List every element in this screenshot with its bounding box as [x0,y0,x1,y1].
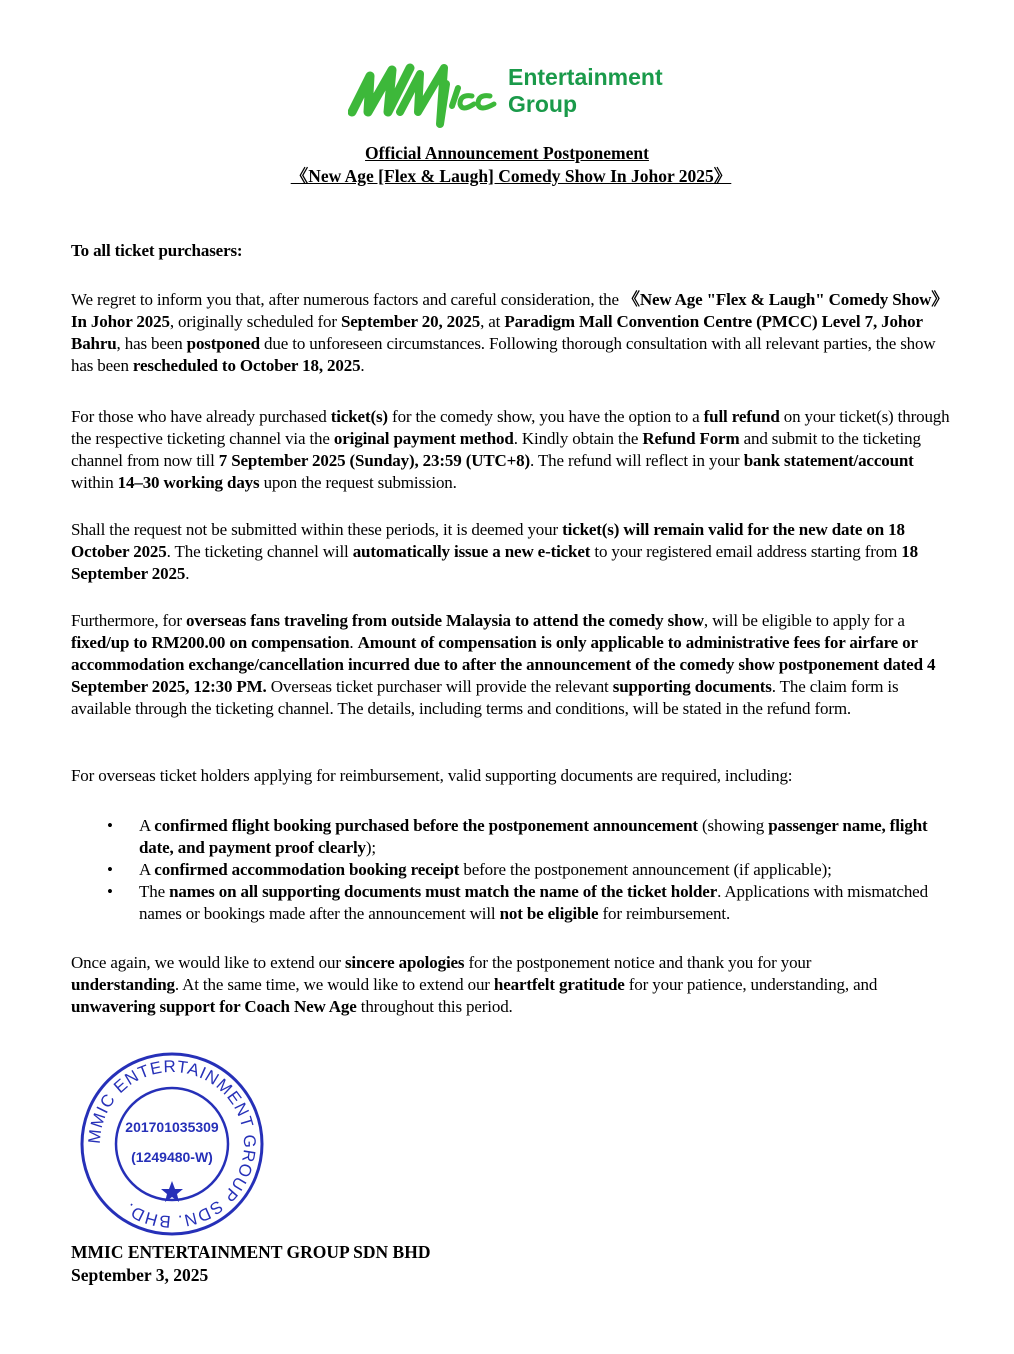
bold-text-run: not be eligible [499,904,599,923]
text-run: . [360,356,365,375]
list-item-text [139,860,832,879]
paragraph-closing [71,952,891,1018]
text-run: A [139,860,155,879]
bold-text-run: names on all supporting documents must match the name of the ticket holder [169,882,718,901]
bullet-icon: • [107,882,113,901]
bold-text-run: rescheduled to October 18, 2025 [132,356,361,375]
paragraph-ticket-validity [71,519,951,585]
bullet-icon: • [107,860,113,879]
text-run: , at [480,312,505,331]
announcement-title: Official Announcement Postponement [365,143,649,163]
text-run: We regret to inform you that, after numerous factors and careful consideration, the [71,290,624,309]
paragraph-documents-intro [71,765,951,787]
bold-text-run: full refund [703,407,780,426]
bold-text-run: overseas fans traveling from outside Malaysia to attend the comedy show [186,611,704,630]
bold-text-run: Amount of compensation is only applicable to administrative fees for airfare or accommodation exchange/cancellation incurred due to after the announcement of the comedy show postponement dated 4 September 2025, 12:30 PM. [71,633,936,696]
text-run: Overseas ticket purchaser will provide the relevant [266,677,613,696]
logo-line-2: Group [508,91,577,117]
text-run: . Kindly obtain the [513,429,643,448]
text-run: A [139,816,155,835]
bold-text-run: confirmed flight booking purchased before the postponement announcement [154,816,698,835]
bold-text-run: ticket(s) will remain valid for the new date on 18 October 2025 [71,520,905,561]
list-item [71,859,951,881]
bold-text-run: sincere apologies [344,953,465,972]
bold-text-run: 《New Age "Flex & Laugh" Comedy Show》 In Johor 2025 [71,290,949,331]
text-run: Once again, we would like to extend our [71,953,345,972]
text-run: to your registered email address starting from [590,542,902,561]
text-run: Shall the request not be submitted within these periods, it is deemed your [71,520,563,539]
list-item [71,881,951,925]
paragraph-overseas-compensation [71,610,951,720]
documents-list [71,815,951,925]
text-run: The [139,882,170,901]
bold-text-run: fixed/up to RM200.00 on compensation [71,633,350,652]
announcement-subtitle: 《New Age [Flex & Laugh] Comedy Show In Johor 2025》 [290,166,732,186]
text-run: . The claim form is available through the ticketing channel. The details, including terms and conditions, will be stated in the refund form. [71,677,899,718]
stamp-old-reg-no: (1249480-W) [131,1149,213,1165]
text-run: , originally scheduled for [169,312,341,331]
list-item [71,815,951,859]
text-run: . [349,633,358,652]
bold-text-run: 18 September 2025 [71,542,918,583]
text-run: (showing [697,816,769,835]
bold-text-run: postponed [186,334,260,353]
text-run: due to unforeseen circumstances. Following thorough consultation with all relevant parties, the show has been [71,334,936,375]
text-run: for the comedy show, you have the option to a [387,407,704,426]
text-run: . Applications with mismatched names or bookings made after the announcement will [139,882,928,923]
text-run: for the postponement notice and thank you for your [464,953,812,972]
bold-text-run: confirmed accommodation booking receipt [154,860,460,879]
signature-date: September 3, 2025 [71,1265,209,1285]
bold-text-run: 7 September 2025 (Sunday), 23:59 (UTC+8) [218,451,531,470]
text-run: . The refund will reflect in your [530,451,744,470]
stamp-reg-no: 201701035309 [125,1119,219,1135]
text-run: upon the request submission. [259,473,457,492]
text-run: . At the same time, we would like to extend our [174,975,494,994]
list-item-text [139,882,928,923]
signature-company: MMIC ENTERTAINMENT GROUP SDN BHD [71,1242,431,1262]
company-logo [348,54,678,136]
text-run: throughout this period. [356,997,513,1016]
text-run: for your patience, understanding, and [624,975,878,994]
company-stamp [72,1050,272,1238]
text-run: , will be eligible to apply for a [703,611,905,630]
paragraph-postponement [71,289,951,377]
bold-text-run: September 20, 2025 [340,312,481,331]
bullet-icon: • [107,816,113,835]
salutation: To all ticket purchasers: [71,241,243,260]
bold-text-run: understanding [71,975,175,994]
text-run: . [185,564,190,583]
text-run: For overseas ticket holders applying for reimbursement, valid supporting documents are required, including: [71,766,793,785]
bold-text-run: supporting documents [612,677,772,696]
bold-text-run: passenger name, flight date, and payment proof clearly [139,816,928,857]
bold-text-run: original payment method [333,429,514,448]
bold-text-run: 14–30 working days [117,473,260,492]
text-run: Furthermore, for [71,611,186,630]
text-run: for reimbursement. [598,904,731,923]
bold-text-run: automatically issue a new e-ticket [352,542,591,561]
bold-text-run: Refund Form [642,429,740,448]
text-run: . The ticketing channel will [166,542,353,561]
text-run: within [71,473,118,492]
text-run: ); [365,838,376,857]
bold-text-run: bank statement/account [743,451,914,470]
bold-text-run: unwavering support for Coach New Age [71,997,357,1016]
mmic-logo-mark [348,54,508,136]
bold-text-run: Paradigm Mall Convention Centre (PMCC) Level 7, Johor Bahru [71,312,923,353]
text-run: before the postponement announcement (if applicable); [459,860,832,879]
list-item-text [139,816,928,857]
logo-line-1: Entertainment [508,64,663,90]
bold-text-run: heartfelt gratitude [493,975,625,994]
bold-text-run: ticket(s) [330,407,388,426]
text-run: , has been [116,334,187,353]
stamp-ring-text: MMIC ENTERTAINMENT GROUP SDN. BHD. [84,1056,260,1232]
logo-wordmark [508,64,663,118]
text-run: and submit to the ticketing channel from now till [71,429,921,470]
text-run: on your ticket(s) through the respective ticketing channel via the [71,407,950,448]
paragraph-refund [71,406,951,494]
text-run: For those who have already purchased [71,407,331,426]
